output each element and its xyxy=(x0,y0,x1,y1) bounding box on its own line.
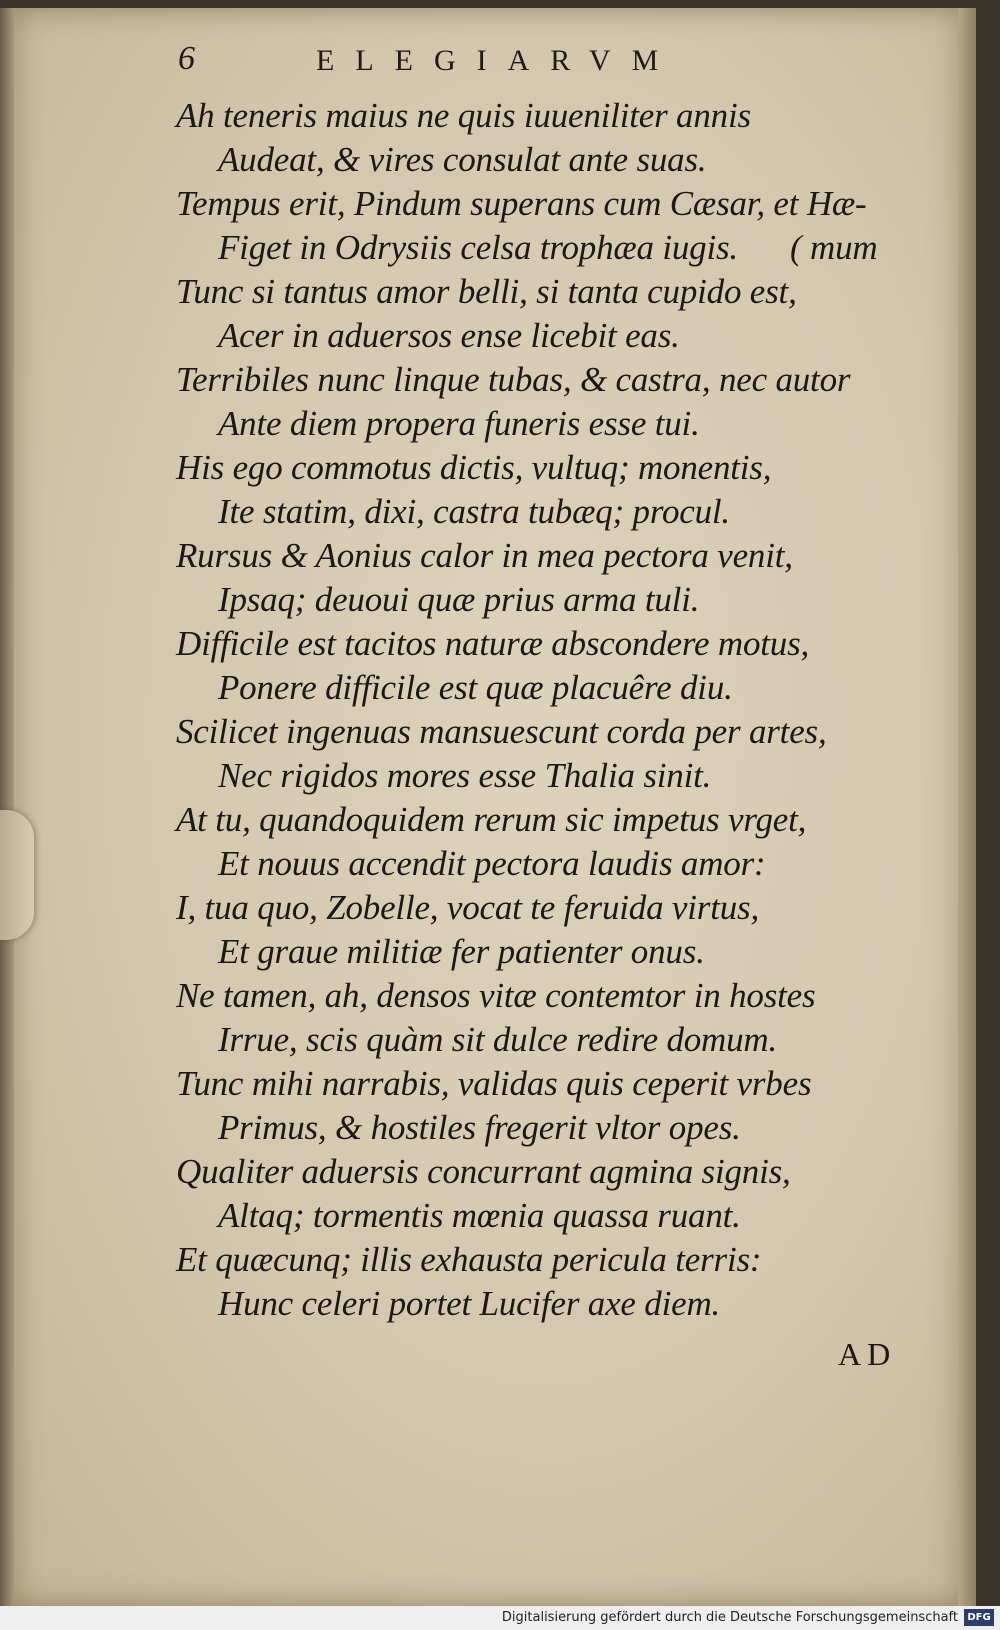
verse-line: Ipsaq; deuoui quæ prius arma tuli. xyxy=(218,580,700,619)
verse-line: At tu, quandoquidem rerum sic impetus vrget, xyxy=(176,800,807,839)
verse-turnover: ( mum xyxy=(790,228,878,267)
verse-line: Et nouus accendit pectora laudis amor: xyxy=(218,844,766,883)
verse-line: Et graue militiæ fer patienter onus. xyxy=(218,932,705,971)
catchword: AD xyxy=(838,1336,897,1372)
verse-line: Difficile est tacitos naturæ abscondere motus, xyxy=(176,624,810,663)
verse-line: Ah teneris maius ne quis iuueniliter annis xyxy=(176,96,751,135)
page-number: 6 xyxy=(178,40,195,77)
page-gutter-shadow xyxy=(0,8,14,1606)
verse-line: Tempus erit, Pindum superans cum Cæsar, et Hæ- xyxy=(176,184,867,223)
dfg-logo-icon: DFG xyxy=(964,1609,994,1626)
verse-line: Audeat, & vires consulat ante suas. xyxy=(218,140,707,179)
funding-credit: Digitalisierung gefördert durch die Deutsche Forschungsgemeinschaft xyxy=(501,1610,958,1625)
page-fore-edge xyxy=(958,8,976,1606)
verse-line: His ego commotus dictis, vultuq; monentis, xyxy=(176,448,772,487)
verse-line: Scilicet ingenuas mansuescunt corda per artes, xyxy=(176,712,827,751)
verse-line: Tunc si tantus amor belli, si tanta cupido est, xyxy=(176,272,797,311)
verse-line: Ite statim, dixi, castra tubæq; procul. xyxy=(218,492,730,531)
verse-line: Ne tamen, ah, densos vitæ contemtor in hostes xyxy=(176,976,816,1015)
verse-line: Irrue, scis quàm sit dulce redire domum. xyxy=(218,1020,778,1059)
verse-line: Altaq; tormentis mœnia quassa ruant. xyxy=(218,1196,741,1235)
verse-line: Figet in Odrysiis celsa trophæa iugis. xyxy=(218,228,738,267)
running-head xyxy=(178,40,738,88)
verse-line: Qualiter aduersis concurrant agmina signis, xyxy=(176,1152,791,1191)
verse-line: Ante diem propera funeris esse tui. xyxy=(218,404,700,443)
verse-line: Ponere difficile est quæ placuêre diu. xyxy=(218,668,733,707)
digitization-footer xyxy=(0,1606,1000,1630)
verse-line: I, tua quo, Zobelle, vocat te feruida virtus, xyxy=(176,888,759,927)
running-title: ELEGIARVM xyxy=(316,44,680,77)
verse-line: Nec rigidos mores esse Thalia sinit. xyxy=(218,756,712,795)
verse-line: Acer in aduersos ense licebit eas. xyxy=(218,316,680,355)
verse-line: Primus, & hostiles fregerit vltor opes. xyxy=(218,1108,741,1147)
verse-line: Rursus & Aonius calor in mea pectora venit, xyxy=(176,536,793,575)
verse-line: Et quæcunq; illis exhausta pericula terris: xyxy=(176,1240,762,1279)
book-clasp xyxy=(0,810,34,940)
verse-line: Terribiles nunc linque tubas, & castra, nec autor xyxy=(176,360,851,399)
verse-line: Tunc mihi narrabis, validas quis ceperit vrbes xyxy=(176,1064,812,1103)
verse-line: Hunc celeri portet Lucifer axe diem. xyxy=(218,1284,721,1323)
